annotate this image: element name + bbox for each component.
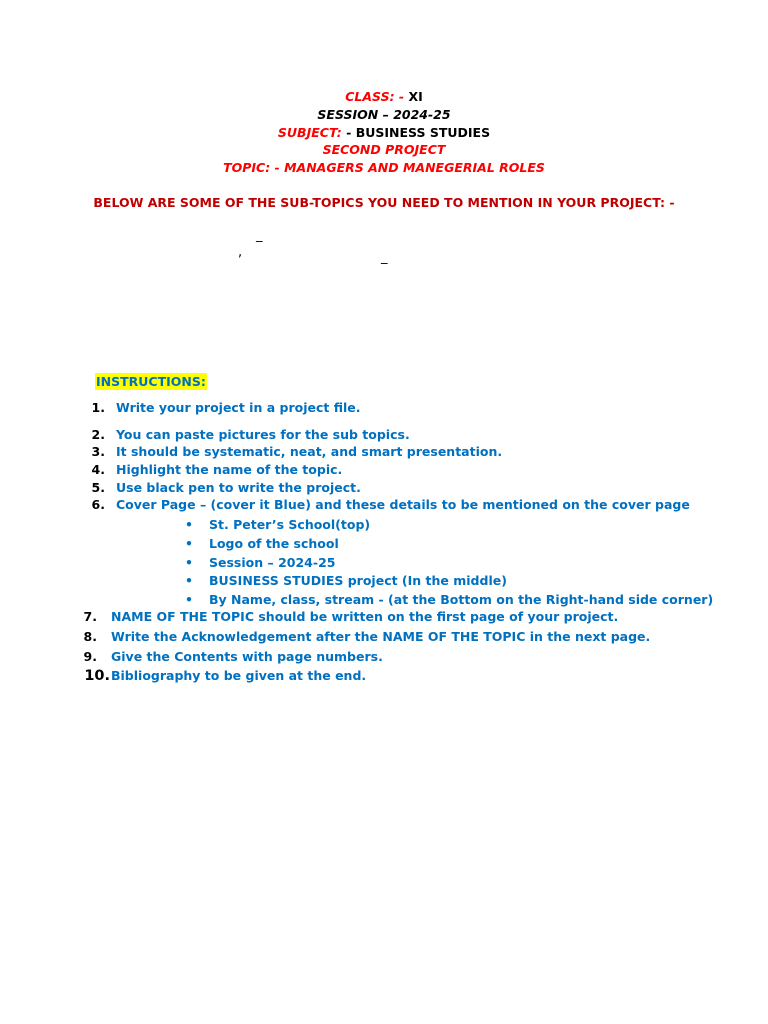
subject-label: SUBJECT: — [277, 125, 342, 140]
bullet-icon: • — [185, 573, 193, 588]
item-text: NAME OF THE TOPIC should be written on the first page of your project. — [111, 609, 619, 624]
item-number: 9. — [83, 649, 97, 664]
cover-detail-5 — [185, 592, 714, 608]
subject-line — [0, 125, 768, 141]
instructions-title: INSTRUCTIONS: — [96, 374, 206, 389]
cover-detail-text: By Name, class, stream - (at the Bottom on the Right-hand side corner) — [209, 592, 714, 607]
item-number: 2. — [91, 427, 105, 442]
item-number: 3. — [91, 444, 105, 459]
session-line: SESSION – 2024-25 — [317, 107, 451, 122]
instruction-item-5 — [0, 480, 768, 496]
bullet-icon: • — [185, 536, 193, 551]
stray-mark: _ — [256, 228, 263, 243]
stray-mark: _ — [381, 250, 388, 265]
item-number: 10. — [84, 668, 110, 684]
item-text: Bibliography to be given at the end. — [111, 668, 367, 683]
instruction-item-8 — [0, 629, 768, 645]
stray-mark: , — [238, 245, 243, 260]
instruction-item-9 — [0, 649, 768, 665]
instruction-item-10 — [0, 668, 768, 686]
item-number: 7. — [83, 609, 97, 624]
cover-detail-text: Logo of the school — [209, 536, 339, 551]
item-text: It should be systematic, neat, and smart presentation. — [116, 444, 503, 459]
subject-value: BUSINESS STUDIES — [355, 125, 491, 140]
class-label: CLASS: — [345, 89, 395, 104]
item-number: 8. — [83, 629, 97, 644]
cover-detail-4 — [185, 573, 665, 589]
item-number: 1. — [91, 400, 105, 415]
class-line — [0, 89, 768, 105]
item-text: Cover Page – (cover it Blue) and these details to be mentioned on the cover page — [116, 497, 690, 512]
cover-detail-2 — [185, 536, 665, 552]
item-text: Write the Acknowledgement after the NAME OF THE TOPIC in the next page. — [111, 629, 651, 644]
instruction-item-1 — [0, 400, 768, 416]
cover-detail-text: St. Peter’s School(top) — [209, 517, 371, 532]
item-text: Give the Contents with page numbers. — [111, 649, 383, 664]
item-number: 4. — [91, 462, 105, 477]
item-text: Write your project in a project file. — [116, 400, 361, 415]
instruction-item-7 — [0, 609, 768, 625]
cover-detail-text: BUSINESS STUDIES project (In the middle) — [209, 573, 507, 588]
class-value: XI — [408, 89, 423, 104]
bullet-icon: • — [185, 592, 193, 607]
project-line: SECOND PROJECT — [322, 142, 446, 157]
item-text: Highlight the name of the topic. — [116, 462, 343, 477]
item-number: 5. — [91, 480, 105, 495]
bullet-icon: • — [185, 517, 193, 532]
instruction-item-2 — [0, 427, 768, 443]
item-text: Use black pen to write the project. — [116, 480, 361, 495]
cover-detail-3 — [185, 555, 665, 571]
topic-line: TOPIC: - MANAGERS AND MANEGERIAL ROLES — [223, 160, 545, 175]
item-number: 6. — [91, 497, 105, 512]
instruction-item-4 — [0, 462, 768, 478]
class-separator: - — [394, 89, 409, 104]
subtopics-heading: BELOW ARE SOME OF THE SUB-TOPICS YOU NEED TO MENTION IN YOUR PROJECT: - — [93, 195, 675, 210]
item-text: You can paste pictures for the sub topics. — [116, 427, 410, 442]
instruction-item-3 — [0, 444, 768, 460]
cover-detail-text: Session – 2024-25 — [209, 555, 336, 570]
bullet-icon: • — [185, 555, 193, 570]
subject-separator: - — [341, 125, 356, 140]
instruction-item-6 — [0, 497, 768, 513]
cover-detail-1 — [185, 517, 665, 533]
